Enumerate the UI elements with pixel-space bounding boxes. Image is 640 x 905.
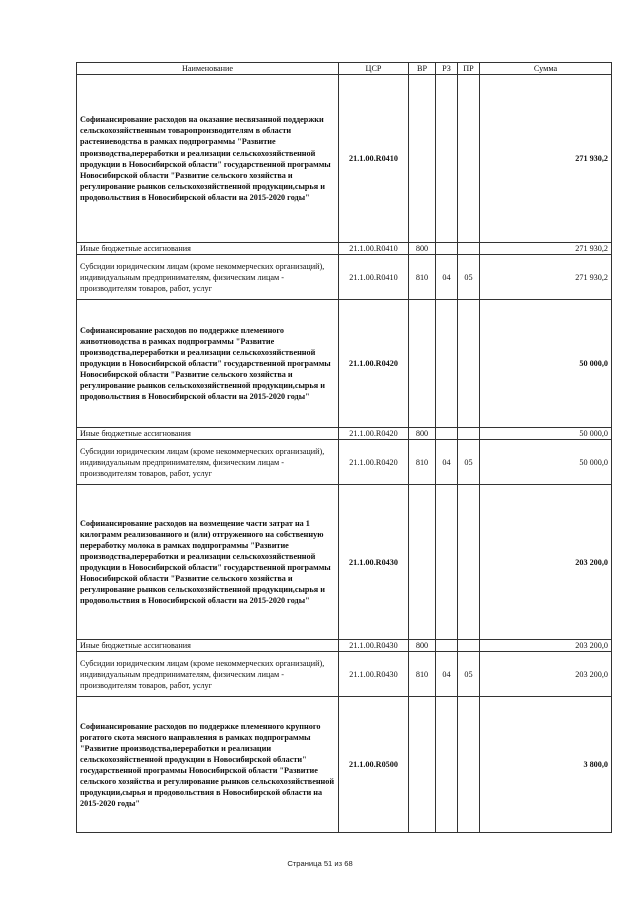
- row-vr: 800: [409, 243, 436, 255]
- row-csr: 21.1.00.R0410: [339, 75, 409, 243]
- table-row: [77, 485, 612, 640]
- row-pr: [458, 640, 480, 652]
- row-sum: 203 200,0: [480, 640, 612, 652]
- row-rz: [436, 428, 458, 440]
- row-csr: 21.1.00.R0430: [339, 640, 409, 652]
- row-pr: 05: [458, 440, 480, 485]
- header-sum: Сумма: [480, 63, 612, 75]
- row-sum: 203 200,0: [480, 652, 612, 697]
- table-row: [77, 75, 612, 243]
- row-pr: [458, 697, 480, 833]
- table-row: [77, 255, 612, 300]
- row-name: Иные бюджетные ассигнования: [77, 640, 339, 652]
- table-row: [77, 652, 612, 697]
- table-row: [77, 640, 612, 652]
- header-pr: ПР: [458, 63, 480, 75]
- row-rz: [436, 640, 458, 652]
- row-sum: 271 930,2: [480, 75, 612, 243]
- header-csr: ЦСР: [339, 63, 409, 75]
- row-csr: 21.1.00.R0410: [339, 255, 409, 300]
- row-sum: 3 800,0: [480, 697, 612, 833]
- row-sum: 203 200,0: [480, 485, 612, 640]
- row-rz: [436, 697, 458, 833]
- row-pr: [458, 485, 480, 640]
- row-rz: [436, 243, 458, 255]
- budget-table: [76, 62, 612, 833]
- row-rz: 04: [436, 440, 458, 485]
- row-csr: 21.1.00.R0410: [339, 243, 409, 255]
- row-rz: [436, 485, 458, 640]
- row-csr: 21.1.00.R0420: [339, 300, 409, 428]
- row-name: Субсидии юридическим лицам (кроме некоммерческих организаций), индивидуальным предпринимателям, физическим лицам - производителям товаров, работ, услуг: [77, 255, 339, 300]
- row-vr: [409, 75, 436, 243]
- row-sum: 271 930,2: [480, 255, 612, 300]
- row-vr: 810: [409, 255, 436, 300]
- table-row: [77, 428, 612, 440]
- row-vr: 800: [409, 428, 436, 440]
- header-name: Наименование: [77, 63, 339, 75]
- row-csr: 21.1.00.R0430: [339, 485, 409, 640]
- row-vr: [409, 697, 436, 833]
- row-pr: [458, 428, 480, 440]
- row-pr: [458, 300, 480, 428]
- row-name: Софинансирование расходов на возмещение части затрат на 1 килограмм реализованного и (или) отгруженного на собственную переработку молока в рамках подпрограммы "Развитие производства,переработки и реализации сельскохозяйственной продукции в Новосибирской области" государственной программы Новосибирской области "Развитие сельского хозяйства и регулирование рынков сельскохозяйственной продукции,сырья и продовольствия в Новосибирской области на 2015-2020 годы": [77, 485, 339, 640]
- row-pr: 05: [458, 652, 480, 697]
- row-rz: 04: [436, 652, 458, 697]
- row-sum: 50 000,0: [480, 428, 612, 440]
- row-csr: 21.1.00.R0420: [339, 440, 409, 485]
- row-rz: [436, 300, 458, 428]
- row-name: Субсидии юридическим лицам (кроме некоммерческих организаций), индивидуальным предпринимателям, физическим лицам - производителям товаров, работ, услуг: [77, 440, 339, 485]
- row-vr: 810: [409, 652, 436, 697]
- table-row: [77, 440, 612, 485]
- row-pr: [458, 243, 480, 255]
- row-sum: 50 000,0: [480, 300, 612, 428]
- table-row: [77, 697, 612, 833]
- row-vr: 800: [409, 640, 436, 652]
- page-footer: Страница 51 из 68: [287, 859, 353, 868]
- row-name: Иные бюджетные ассигнования: [77, 428, 339, 440]
- table-row: [77, 300, 612, 428]
- row-vr: 810: [409, 440, 436, 485]
- row-name: Софинансирование расходов по поддержке племенного животноводства в рамках подпрограммы "Развитие производства,переработки и реализации сельскохозяйственной продукции в Новосибирской области" государственной программы Новосибирской области "Развитие сельского хозяйства и регулирование рынков сельскохозяйственной продукции,сырья и продовольствия в Новосибирской области на 2015-2020 годы": [77, 300, 339, 428]
- row-sum: 50 000,0: [480, 440, 612, 485]
- row-name: Субсидии юридическим лицам (кроме некоммерческих организаций), индивидуальным предпринимателям, физическим лицам - производителям товаров, работ, услуг: [77, 652, 339, 697]
- row-name: Иные бюджетные ассигнования: [77, 243, 339, 255]
- header-rz: РЗ: [436, 63, 458, 75]
- header-vr: ВР: [409, 63, 436, 75]
- row-vr: [409, 300, 436, 428]
- table-header-row: [77, 63, 612, 75]
- row-pr: 05: [458, 255, 480, 300]
- row-csr: 21.1.00.R0420: [339, 428, 409, 440]
- row-rz: [436, 75, 458, 243]
- row-name: Софинансирование расходов по поддержке племенного крупного рогатого скота мясного направления в рамках подпрограммы "Развитие производства,переработки и реализации сельскохозяйственной продукции в Новосибирской области" государственной программы Новосибирской области "Развитие сельского хозяйства и регулирование рынков сельскохозяйственной продукции,сырья и продовольствия в Новосибирской области на 2015-2020 годы": [77, 697, 339, 833]
- row-pr: [458, 75, 480, 243]
- row-vr: [409, 485, 436, 640]
- row-name: Софинансирование расходов на оказание несвязанной поддержки сельскохозяйственным товаропроизводителям в области растениеводства в рамках подпрограммы "Развитие производства,переработки и реализации сельскохозяйственной продукции в Новосибирской области" государственной программы Новосибирской области "Развитие сельского хозяйства и регулирование рынков сельскохозяйственной продукции,сырья и продовольствия в Новосибирской области на 2015-2020 годы": [77, 75, 339, 243]
- row-csr: 21.1.00.R0430: [339, 652, 409, 697]
- row-rz: 04: [436, 255, 458, 300]
- row-sum: 271 930,2: [480, 243, 612, 255]
- table-row: [77, 243, 612, 255]
- row-csr: 21.1.00.R0500: [339, 697, 409, 833]
